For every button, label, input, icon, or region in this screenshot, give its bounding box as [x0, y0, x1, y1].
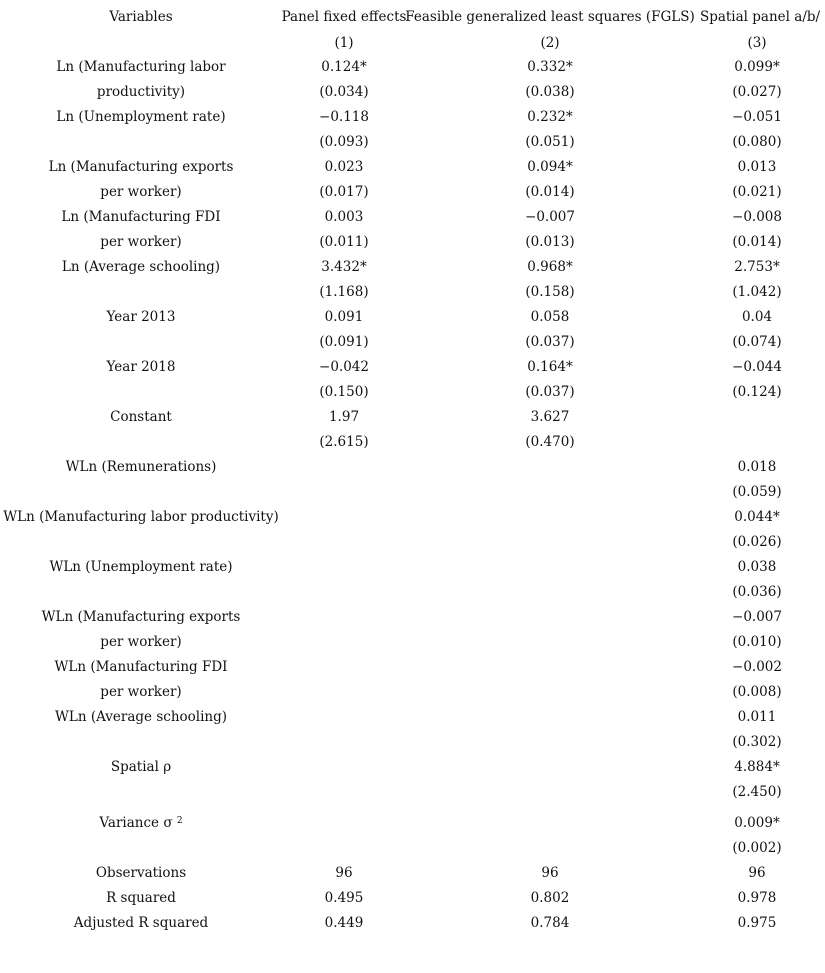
row-value-c2: 0.968* — [527, 259, 573, 275]
row-value-c3: −0.007 — [732, 609, 782, 625]
row-value-c3: −0.008 — [732, 209, 782, 225]
row-value-c1: (0.091) — [319, 334, 369, 350]
row-label: per worker) — [100, 234, 182, 250]
row-label: WLn (Manufacturing exports — [41, 609, 241, 625]
row-value-c3: (0.002) — [732, 840, 782, 856]
row-value-c3: 2.753* — [734, 259, 780, 275]
row-value-c2: (0.038) — [525, 84, 575, 100]
row-value-c3: −0.002 — [732, 659, 782, 675]
row-value-c3: (0.027) — [732, 84, 782, 100]
row-value-c1: (1.168) — [319, 284, 369, 300]
row-value-c3: 0.04 — [741, 309, 773, 325]
row-label: Spatial ρ — [110, 759, 172, 775]
row-value-c1: (0.093) — [319, 134, 369, 150]
row-value-c1: 0.091 — [324, 309, 364, 325]
row-value-c2: (0.470) — [525, 434, 575, 450]
row-label: per worker) — [100, 684, 182, 700]
row-value-c3: (2.450) — [732, 784, 782, 800]
row-value-c1: (0.150) — [319, 384, 369, 400]
row-value-c3: −0.044 — [732, 359, 782, 375]
row-label: productivity) — [96, 84, 186, 100]
row-label: Ln (Manufacturing FDI — [61, 209, 221, 225]
row-value-c2: 0.332* — [527, 59, 573, 75]
row-value-c3: (0.021) — [732, 184, 782, 200]
row-value-c3: (0.036) — [732, 584, 782, 600]
row-value-c2: 0.232* — [527, 109, 573, 125]
row-label: R squared — [106, 890, 176, 906]
row-value-c2: 0.164* — [527, 359, 573, 375]
row-value-c1: (0.017) — [319, 184, 369, 200]
row-value-c2: 3.627 — [530, 409, 570, 425]
row-value-c3: (0.026) — [732, 534, 782, 550]
row-value-c2: 0.802 — [530, 890, 570, 906]
row-value-c3: 0.038 — [737, 559, 777, 575]
row-value-c3: 0.018 — [737, 459, 777, 475]
row-label: Year 2018 — [106, 359, 176, 375]
row-value-c3: 0.099* — [734, 59, 780, 75]
row-value-c3: 0.009* — [734, 815, 780, 831]
row-value-c3: 0.975 — [737, 915, 777, 931]
row-label — [99, 815, 182, 833]
header-col1: Panel fixed effects — [281, 9, 407, 25]
header-col3: Spatial panel a/b/ — [699, 9, 821, 25]
row-value-c2: 0.058 — [530, 309, 570, 325]
row-label: Year 2013 — [106, 309, 176, 325]
row-label: Adjusted R squared — [73, 915, 209, 931]
header-num2: (2) — [540, 35, 560, 51]
row-value-c2: (0.014) — [525, 184, 575, 200]
header-num1: (1) — [334, 35, 354, 51]
row-value-c3: (0.074) — [732, 334, 782, 350]
row-label: WLn (Manufacturing FDI — [54, 659, 228, 675]
row-label: WLn (Manufacturing labor productivity) — [3, 509, 279, 525]
row-label: per worker) — [100, 634, 182, 650]
row-value-c1: 0.003 — [324, 209, 364, 225]
row-value-c2: (0.013) — [525, 234, 575, 250]
row-value-c3: (0.124) — [732, 384, 782, 400]
row-value-c3: 0.011 — [737, 709, 777, 725]
row-value-c2: (0.051) — [525, 134, 575, 150]
row-value-c1: (0.034) — [319, 84, 369, 100]
row-value-c2: 0.094* — [527, 159, 573, 175]
row-value-c1: −0.118 — [319, 109, 369, 125]
row-value-c3: (1.042) — [732, 284, 782, 300]
row-value-c3: (0.014) — [732, 234, 782, 250]
row-value-c3: −0.051 — [732, 109, 782, 125]
row-value-c1: 0.449 — [324, 915, 364, 931]
row-label: Ln (Unemployment rate) — [56, 109, 226, 125]
row-value-c1: 0.124* — [321, 59, 367, 75]
row-value-c2: 0.784 — [530, 915, 570, 931]
header-col2: Feasible generalized least squares (FGLS) — [405, 9, 695, 25]
row-value-c2: 96 — [541, 865, 559, 881]
row-value-c1: 0.023 — [324, 159, 364, 175]
row-value-c3: 0.044* — [734, 509, 780, 525]
row-value-c2: (0.158) — [525, 284, 575, 300]
row-value-c3: 0.013 — [737, 159, 777, 175]
row-value-c2: −0.007 — [525, 209, 575, 225]
row-value-c3: (0.302) — [732, 734, 782, 750]
header-variables: Variables — [109, 9, 173, 25]
row-value-c1: 96 — [335, 865, 353, 881]
row-label: WLn (Average schooling) — [54, 709, 228, 725]
row-label: Observations — [95, 865, 187, 881]
row-value-c1: 3.432* — [321, 259, 367, 275]
header-num3: (3) — [747, 35, 767, 51]
row-value-c3: 0.978 — [737, 890, 777, 906]
row-value-c2: (0.037) — [525, 384, 575, 400]
row-label-superscript: 2 — [176, 816, 183, 826]
row-value-c1: −0.042 — [319, 359, 369, 375]
row-value-c3: (0.080) — [732, 134, 782, 150]
row-value-c3: (0.008) — [732, 684, 782, 700]
row-label: Ln (Manufacturing labor — [56, 59, 226, 75]
row-value-c3: 4.884* — [734, 759, 780, 775]
row-label: Constant — [110, 409, 172, 425]
row-label: per worker) — [100, 184, 182, 200]
row-value-c3: (0.059) — [732, 484, 782, 500]
row-label: Ln (Manufacturing exports — [48, 159, 234, 175]
row-label: WLn (Unemployment rate) — [49, 559, 233, 575]
row-value-c1: 1.97 — [328, 409, 360, 425]
row-value-c1: (0.011) — [319, 234, 369, 250]
row-label: WLn (Remunerations) — [65, 459, 217, 475]
row-label: Ln (Average schooling) — [61, 259, 221, 275]
row-label-text: Variance σ — [99, 815, 173, 831]
row-value-c3: (0.010) — [732, 634, 782, 650]
row-value-c1: (2.615) — [319, 434, 369, 450]
row-value-c3: 96 — [748, 865, 766, 881]
row-value-c1: 0.495 — [324, 890, 364, 906]
row-value-c2: (0.037) — [525, 334, 575, 350]
